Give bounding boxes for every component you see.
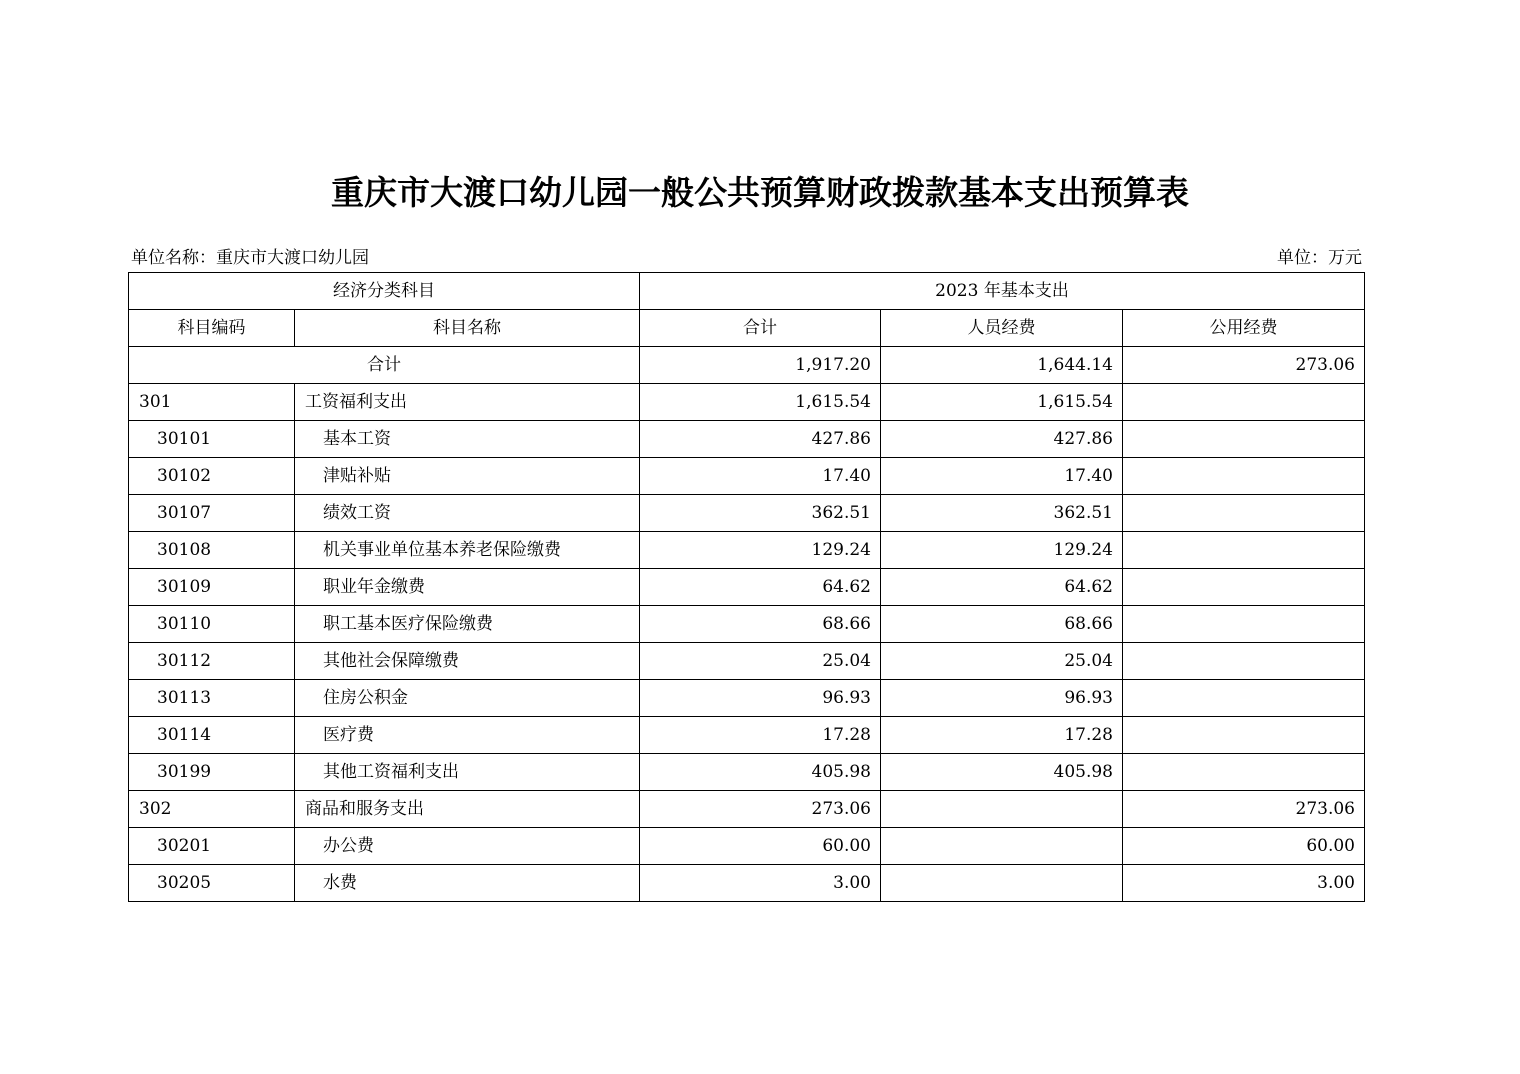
table-row — [129, 791, 1365, 828]
row-name: 职工基本医疗保险缴费 — [295, 606, 640, 643]
table-row — [129, 384, 1365, 421]
row-total: 17.28 — [640, 717, 881, 754]
row-personnel — [881, 865, 1123, 902]
unit-name-label: 单位名称：重庆市大渡口幼儿园 — [131, 248, 369, 268]
row-personnel: 17.28 — [881, 717, 1123, 754]
row-total: 273.06 — [640, 791, 881, 828]
row-code: 30205 — [129, 865, 295, 902]
table-row — [129, 754, 1365, 791]
row-personnel: 64.62 — [881, 569, 1123, 606]
row-name: 津贴补贴 — [295, 458, 640, 495]
header-basic-expenditure: 2023 年基本支出 — [640, 273, 1365, 310]
row-name: 工资福利支出 — [295, 384, 640, 421]
row-personnel: 405.98 — [881, 754, 1123, 791]
document-title: 重庆市大渡口幼儿园一般公共预算财政拨款基本支出预算表 — [331, 173, 1189, 212]
table-row — [129, 495, 1365, 532]
row-personnel: 68.66 — [881, 606, 1123, 643]
row-name: 住房公积金 — [295, 680, 640, 717]
row-public — [1123, 643, 1365, 680]
row-personnel — [881, 828, 1123, 865]
row-code: 302 — [129, 791, 295, 828]
row-code: 301 — [129, 384, 295, 421]
row-public — [1123, 569, 1365, 606]
table-row — [129, 569, 1365, 606]
row-total: 25.04 — [640, 643, 881, 680]
row-personnel: 362.51 — [881, 495, 1123, 532]
total-row-public: 273.06 — [1123, 347, 1365, 384]
row-total: 405.98 — [640, 754, 881, 791]
budget-table — [128, 272, 1365, 902]
row-total: 60.00 — [640, 828, 881, 865]
column-header-code: 科目编码 — [129, 310, 295, 347]
column-header-personnel: 人员经费 — [881, 310, 1123, 347]
table-row — [129, 606, 1365, 643]
row-total: 96.93 — [640, 680, 881, 717]
row-personnel: 427.86 — [881, 421, 1123, 458]
row-public — [1123, 532, 1365, 569]
row-name: 其他社会保障缴费 — [295, 643, 640, 680]
row-code: 30112 — [129, 643, 295, 680]
row-total: 1,615.54 — [640, 384, 881, 421]
row-code: 30109 — [129, 569, 295, 606]
column-header-public: 公用经费 — [1123, 310, 1365, 347]
row-public — [1123, 717, 1365, 754]
row-public — [1123, 680, 1365, 717]
row-personnel: 25.04 — [881, 643, 1123, 680]
row-code: 30114 — [129, 717, 295, 754]
row-code: 30110 — [129, 606, 295, 643]
table-row — [129, 680, 1365, 717]
unit-label: 单位：万元 — [1277, 248, 1362, 268]
table-row — [129, 828, 1365, 865]
row-total: 3.00 — [640, 865, 881, 902]
table-row — [129, 643, 1365, 680]
row-personnel: 129.24 — [881, 532, 1123, 569]
row-total: 362.51 — [640, 495, 881, 532]
row-public — [1123, 458, 1365, 495]
row-name: 绩效工资 — [295, 495, 640, 532]
row-code: 30107 — [129, 495, 295, 532]
row-code: 30201 — [129, 828, 295, 865]
row-code: 30101 — [129, 421, 295, 458]
row-name: 其他工资福利支出 — [295, 754, 640, 791]
table-total-row — [129, 347, 1365, 384]
row-name: 机关事业单位基本养老保险缴费 — [295, 532, 640, 569]
row-name: 水费 — [295, 865, 640, 902]
row-total: 427.86 — [640, 421, 881, 458]
row-code: 30113 — [129, 680, 295, 717]
row-code: 30102 — [129, 458, 295, 495]
row-personnel — [881, 791, 1123, 828]
row-total: 68.66 — [640, 606, 881, 643]
column-header-total: 合计 — [640, 310, 881, 347]
row-code: 30108 — [129, 532, 295, 569]
row-public — [1123, 754, 1365, 791]
row-name: 医疗费 — [295, 717, 640, 754]
table-row — [129, 717, 1365, 754]
row-public — [1123, 384, 1365, 421]
table-row — [129, 865, 1365, 902]
table-column-header-row — [129, 310, 1365, 347]
row-public: 3.00 — [1123, 865, 1365, 902]
row-name: 办公费 — [295, 828, 640, 865]
row-public: 60.00 — [1123, 828, 1365, 865]
row-public — [1123, 421, 1365, 458]
row-name: 基本工资 — [295, 421, 640, 458]
row-total: 64.62 — [640, 569, 881, 606]
row-personnel: 1,615.54 — [881, 384, 1123, 421]
row-public — [1123, 606, 1365, 643]
table-row — [129, 458, 1365, 495]
row-personnel: 17.40 — [881, 458, 1123, 495]
row-name: 职业年金缴费 — [295, 569, 640, 606]
column-header-name: 科目名称 — [295, 310, 640, 347]
row-public: 273.06 — [1123, 791, 1365, 828]
total-row-total: 1,917.20 — [640, 347, 881, 384]
table-row — [129, 421, 1365, 458]
row-total: 17.40 — [640, 458, 881, 495]
row-name: 商品和服务支出 — [295, 791, 640, 828]
total-row-label: 合计 — [129, 347, 640, 384]
row-public — [1123, 495, 1365, 532]
table-row — [129, 532, 1365, 569]
row-code: 30199 — [129, 754, 295, 791]
row-total: 129.24 — [640, 532, 881, 569]
header-economic-classification: 经济分类科目 — [129, 273, 640, 310]
row-personnel: 96.93 — [881, 680, 1123, 717]
total-row-personnel: 1,644.14 — [881, 347, 1123, 384]
table-header-group-row — [129, 273, 1365, 310]
